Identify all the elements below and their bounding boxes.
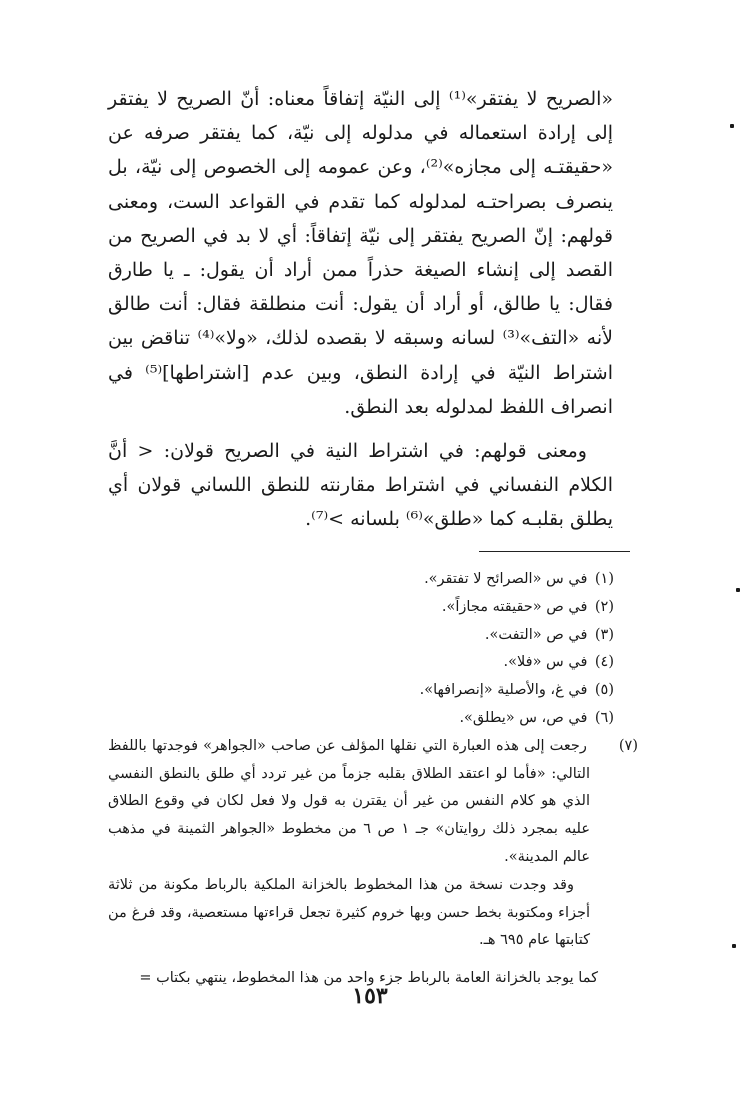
footnote-text: في غ، والأصلية «إنصرافها».	[419, 682, 588, 699]
footnote-text: رجعت إلى هذه العبارة التي نقلها المؤلف عن صاحب «الجواهر» فوجدتها باللفظ التالي: «فأما لو اعتقد الطلاق بقلبه جزماً من غير تردد أي طلق بالنطق النفسي الذي هو كلام النفس من غير أن يقترن به قول ولا فعل لكان في وقوع الطلاق عليه بمجرد ذلك روايتان» جـ ١ ص ٦ من مخطوط «الجواهر الثمينة في مذهب عالم المدينة».	[108, 737, 591, 865]
paragraph-2: ومعنى قولهم: في اشتراط النية في الصريح قولان: < أنَّ الكلام النفساني في اشتراط مقارنته للنطق اللساني قولان أي يطلق بقلبـه كما «طلق»⁽⁶⁾ بلسانه >⁽⁷⁾.	[108, 440, 613, 531]
main-text	[108, 82, 613, 537]
footnote-number: (٤)	[594, 654, 614, 671]
scan-speck	[730, 124, 734, 128]
footnote-divider	[479, 551, 630, 552]
footnote-5	[108, 677, 614, 705]
footnote-number: (٢)	[594, 598, 614, 615]
footnotes	[108, 566, 638, 993]
footnote-number: (٧)	[618, 737, 638, 754]
footnote-6	[108, 705, 614, 733]
footnote-text: في س «فلا».	[503, 654, 588, 671]
scan-speck	[732, 944, 736, 948]
footnote-number: (١)	[594, 571, 614, 587]
footnote-2	[108, 594, 614, 622]
footnote-number: (٣)	[594, 626, 614, 643]
footnote-text: في ص، س «يطلق».	[459, 709, 588, 726]
footnote-7-continuation: وقد وجدت نسخة من هذا المخطوط بالخزانة الملكية بالرباط مكونة من ثلاثة أجزاء ومكتوبة بخط حسن وبها خروم كثيرة تجعل قراءتها مستعصية، وقد فرغ من كتابتها عام ٦٩٥ هـ.	[108, 876, 590, 949]
footnote-number: (٥)	[594, 682, 614, 699]
footnote-7	[108, 733, 638, 872]
footnote-text: في س «الصرائح لا تفتقر».	[424, 571, 588, 587]
footnote-1	[108, 566, 614, 594]
footnote-continues-next-page: كما يوجد بالخزانة العامة بالرباط جزء واحد من هذا المخطوط، ينتهي بكتاب =	[139, 970, 598, 987]
footnote-number: (٦)	[594, 709, 614, 726]
footnote-4	[108, 649, 614, 677]
footnote-3	[108, 622, 614, 650]
footnote-text: في ص «حقيقته مجازاً».	[441, 598, 588, 615]
paragraph-1: «الصريح لا يفتقر»⁽¹⁾ إلى النيّة إتفاقاً معناه: أنّ الصريح لا يفتقر إلى إرادة استعماله في مدلوله إلى نيّة، كما يفتقر صرفه عن «حقيقتـه إلى مجازه»⁽²⁾، وعن عمومه إلى الخصوص إلى نيّة، بل ينصرف بصراحتـه لمدلوله كما تقدم في القواعد الست، ومعنى قولهم: إنّ الصريح يفتقر إلى نيّة إتفاقاً: أي لا بد في الصريح من القصد إلى إنشاء الصيغة حذراً ممن أراد أن يقول: ـ يا طارق فقال: يا طالق، أو أراد أن يقول: أنت منطلقة فقال: أنت طالق لأنه «التف»⁽³⁾ لسانه وسبقه لا بقصده لذلك، «ولا»⁽⁴⁾ تناقض بين اشتراط النيّة في إرادة النطق، وبين عدم [اشتراطها]⁽⁵⁾ في انصراف اللفظ لمدلوله بعد النطق.	[108, 88, 614, 418]
scan-speck	[736, 588, 740, 592]
page-number: ١٥٣	[352, 983, 388, 1009]
footnote-text: في ص «التفت».	[484, 626, 588, 643]
